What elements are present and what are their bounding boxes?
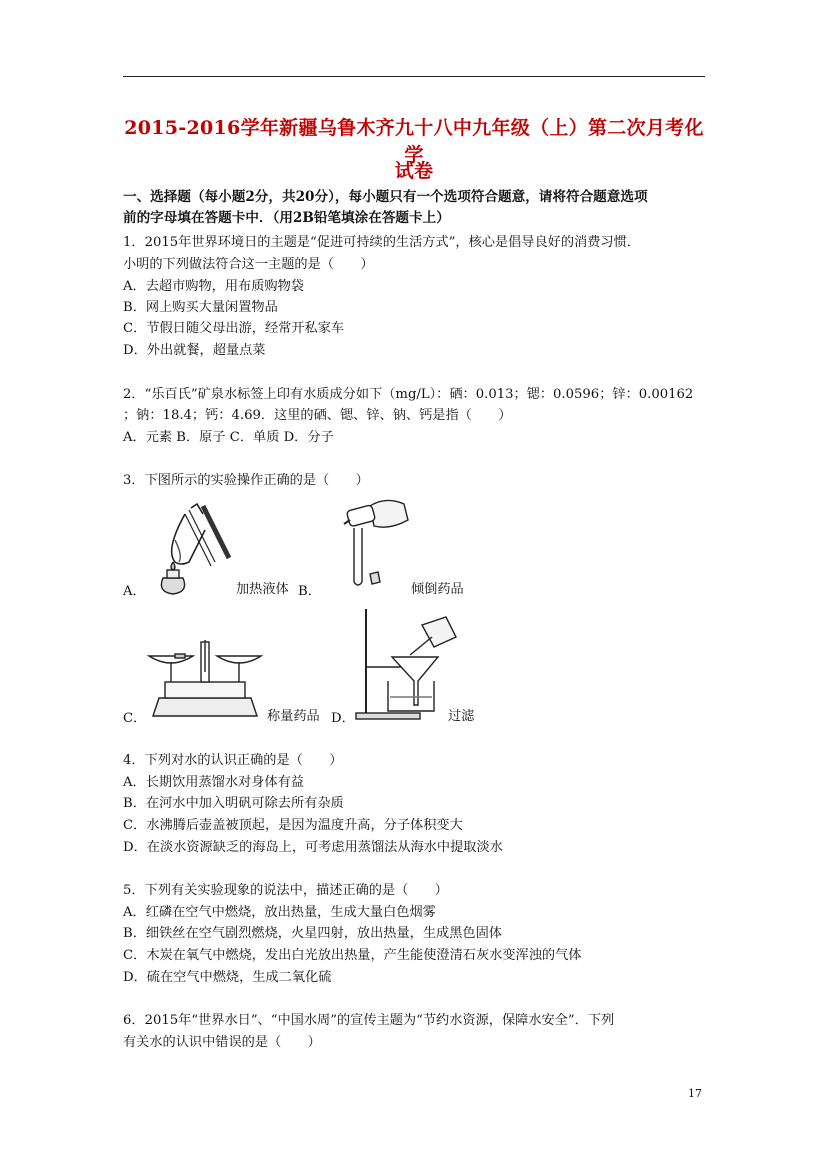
q1-stem-line1: 1．2015年世界环境日的主题是“促进可持续的生活方式”，核心是倡导良好的消费习惯． xyxy=(123,235,640,250)
page-number: 17 xyxy=(688,1087,702,1100)
section-heading-line2: 前的字母填在答题卡中．（用2B铅笔填涂在答题卡上） xyxy=(123,210,450,226)
q5-option-c: C．木炭在氧气中燃烧，发出白光放出热量，产生能使澄清石灰水变浑浊的气体 xyxy=(123,948,582,963)
figure-heating-liquid xyxy=(145,500,240,600)
q4-option-b: B．在河水中加入明矾可除去所有杂质 xyxy=(123,796,344,811)
q1-option-b: B．网上购买大量闲置物品 xyxy=(123,300,278,315)
q2-stem-line2: ；钠：18.4；钙：4.69．这里的硒、锶、锌、钠、钙是指（ ） xyxy=(123,408,512,423)
q6-stem-line2: 有关水的认识中错误的是（ ） xyxy=(123,1035,321,1050)
header-rule xyxy=(123,76,705,77)
q3-option-c-letter: C． xyxy=(123,711,147,726)
q4-option-c: C．水沸腾后壶盖被顶起，是因为温度升高，分子体积变大 xyxy=(123,818,463,833)
q5-option-d: D．硫在空气中燃烧，生成二氧化硫 xyxy=(123,970,332,985)
q1-option-c: C．节假日随父母出游，经常开私家车 xyxy=(123,321,345,336)
q4-option-d: D．在淡水资源缺乏的海岛上，可考虑用蒸馏法从海水中提取淡水 xyxy=(123,840,503,855)
q5-stem: 5．下列有关实验现象的说法中，描述正确的是（ ） xyxy=(123,883,448,898)
q5-option-a: A．红磷在空气中燃烧，放出热量，生成大量白色烟雾 xyxy=(123,905,436,920)
q6-stem-line1: 6．2015年“世界水日”、“中国水周”的宣传主题为“节约水资源，保障水安全”．下列 xyxy=(123,1013,615,1028)
q2-options: A．元素 B．原子 C．单质 D．分子 xyxy=(123,430,334,445)
q3-option-b-label: 倾倒药品 xyxy=(411,582,464,597)
q3-option-a-label: 加热液体 xyxy=(236,582,289,597)
q4-option-a: A．长期饮用蒸馏水对身体有益 xyxy=(123,775,304,790)
q3-option-a-letter: A． xyxy=(123,584,146,599)
q1-option-d: D．外出就餐，超量点菜 xyxy=(123,343,266,358)
q4-stem: 4．下列对水的认识正确的是（ ） xyxy=(123,753,343,768)
q5-option-b: B．细铁丝在空气剧烈燃烧，火星四射，放出热量，生成黑色固体 xyxy=(123,926,502,941)
q1-option-a: A．去超市购物，用布质购物袋 xyxy=(123,279,304,294)
q2-stem-line1: 2．“乐百氏”矿泉水标签上印有水质成分如下（mg/L）：硒：0.013；锶：0.0596；锌：0.00162 xyxy=(123,387,694,402)
figure-filtration xyxy=(352,607,462,722)
figure-pouring-reagent xyxy=(320,490,410,600)
q3-option-d-label: 过滤 xyxy=(448,709,475,724)
page-title-line2: 试卷 xyxy=(394,160,434,182)
figure-balance xyxy=(145,632,265,722)
q3-stem: 3．下图所示的实验操作正确的是（ ） xyxy=(123,473,369,488)
q3-option-c-label: 称量药品 xyxy=(267,709,320,724)
q1-stem-line2: 小明的下列做法符合这一主题的是（ ） xyxy=(123,257,374,272)
q3-option-d-letter: D． xyxy=(331,711,355,726)
section-heading-line1: 一、选择题（每小题2分，共20分），每小题只有一个选项符合题意，请将符合题意选项 xyxy=(123,189,648,205)
q3-option-b-letter: B． xyxy=(298,584,321,599)
page-title-line1: 2015-2016学年新疆乌鲁木齐九十八中九年级（上）第二次月考化学 xyxy=(124,117,704,166)
